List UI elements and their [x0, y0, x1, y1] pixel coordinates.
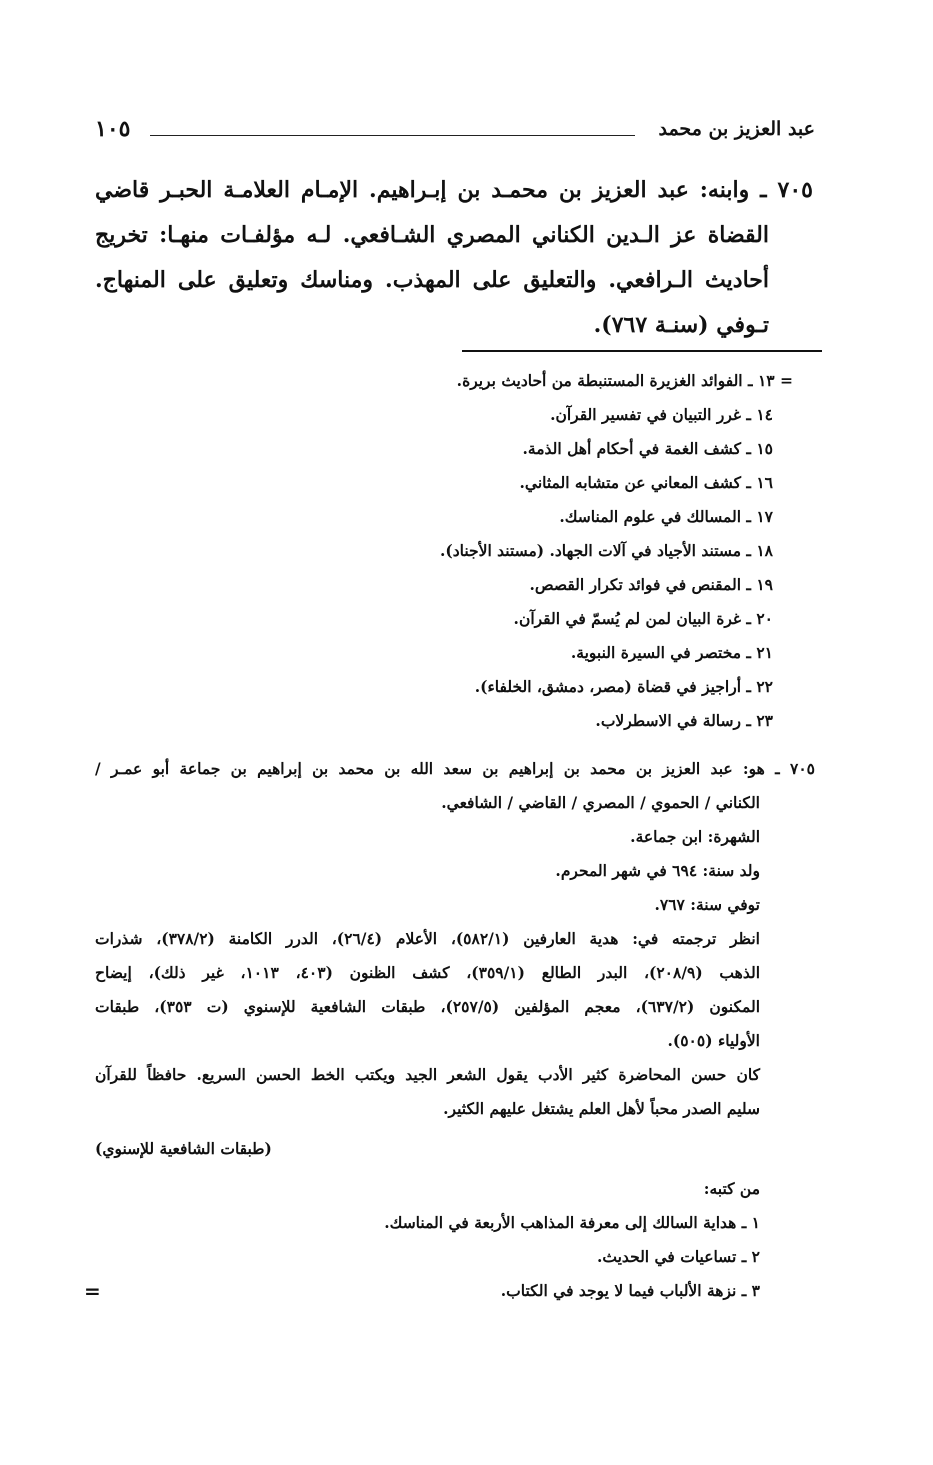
bio-name-line: ٧٠٥ ـ هو: عبد العزيز بن محمد بن إبراهيم بن سعد الله بن محمد بن إبراهيم بن جماعة أبو عمـر / [95, 759, 815, 778]
bio-quote: سليم الصدر محباً لأهل العلم يشتغل عليهم الكثير. [443, 1099, 760, 1118]
list-item: ٣ ـ نزهة الألباب فيما لا يوجد في الكتاب. [500, 1281, 760, 1300]
biography-footnote [95, 752, 815, 1308]
main-entry [95, 168, 813, 348]
list-item: ١ ـ هداية السالك إلى معرفة المذاهب الأربعة في المناسك. [384, 1213, 760, 1232]
bio-references: انظر ترجمته في: هدية العارفين (٥٨٢/١)، الأعلام (٢٦/٤)، الدرر الكامنة (٣٧٨/٢)، شذرات [95, 929, 760, 948]
quote-source: (طبقات الشافعية للإسنوي) [95, 1139, 272, 1158]
page-number: ١٠٥ [95, 116, 131, 142]
bio-references: الذهب (٢٠٨/٩)، البدر الطالع (٣٥٩/١)، كشف الظنون (٤٠٣، ١٠١٣، غير ذلك)، إيضاح [95, 963, 760, 982]
list-item: ١٩ ـ المقنص في فوائد تكرار القصص. [529, 575, 773, 594]
list-item: ٢٢ ـ أراجيز في قضاة (مصر، دمشق، الخلفاء). [474, 677, 773, 696]
main-line: القضاة عز الـدين الكناني المصري الشـافعي. لـه مؤلفـات منهـا: تخريج [95, 222, 769, 248]
bio-references: المكنون (٦٣٧/٢)، معجم المؤلفين (٢٥٧/٥)، طبقات الشافعية للإسنوي (ت ٣٥٣)، طبقات [95, 997, 761, 1016]
bio-references: الأولياء (٥٠٥). [667, 1031, 760, 1050]
list-item: ٢ ـ تساعيات في الحديث. [597, 1247, 760, 1266]
list-item: = ١٣ ـ الفوائد الغزيرة المستنبطة من أحاديث بريرة. [456, 371, 793, 390]
bio-born: ولد سنة: ٦٩٤ في شهر المحرم. [555, 861, 760, 880]
running-header [95, 118, 815, 152]
continuation-marker: = [84, 1279, 101, 1303]
list-item: ١٥ ـ كشف الغمة في أحكام أهل الذمة. [522, 439, 773, 458]
header-rule [150, 135, 635, 136]
main-line: تـوفي (سنـة ٧٦٧). [593, 312, 769, 338]
list-item: ١٤ ـ غرر التبيان في تفسير القرآن. [550, 405, 773, 424]
list-item: ١٦ ـ كشف المعاني عن متشابه المثاني. [519, 473, 773, 492]
footnote-separator [462, 350, 822, 352]
main-line: ٧٠٥ ـ وابنه: عبد العزيز بن محمـد بن إبـراهيم. الإمـام العلامـة الحبـر قاضي [95, 177, 813, 203]
bio-died: توفي سنة: ٧٦٧. [654, 895, 760, 914]
list-item: ٢١ ـ مختصر في السيرة النبوية. [570, 643, 773, 662]
list-item: ١٧ ـ المسالك في علوم المناسك. [559, 507, 773, 526]
running-title: عبد العزيز بن محمد [658, 118, 815, 140]
bio-fame: الشهرة: ابن جماعة. [630, 827, 760, 846]
works-heading: من كتبه: [703, 1179, 760, 1198]
list-item: ٢٠ ـ غرة البيان لمن لم يُسمّ في القرآن. [513, 609, 773, 628]
main-line: أحاديث الـرافعي. والتعليق على المهذب. ومناسك وتعليق على المنهاج. [95, 267, 769, 293]
list-item: ١٨ ـ مستند الأجياد في آلات الجهاد. (مستند الأجناد). [440, 541, 773, 560]
bio-quote: كان حسن المحاضرة كثير الأدب يقول الشعر الجيد ويكتب الخط الحسن السريع. حافظاً للقرآن [95, 1065, 760, 1084]
bio-name-line: الكناني / الحموي / المصري / القاضي / الشافعي. [441, 793, 760, 812]
list-item: ٢٣ ـ رسالة في الاسطرلاب. [595, 711, 773, 730]
footnote-works-list [95, 364, 815, 738]
